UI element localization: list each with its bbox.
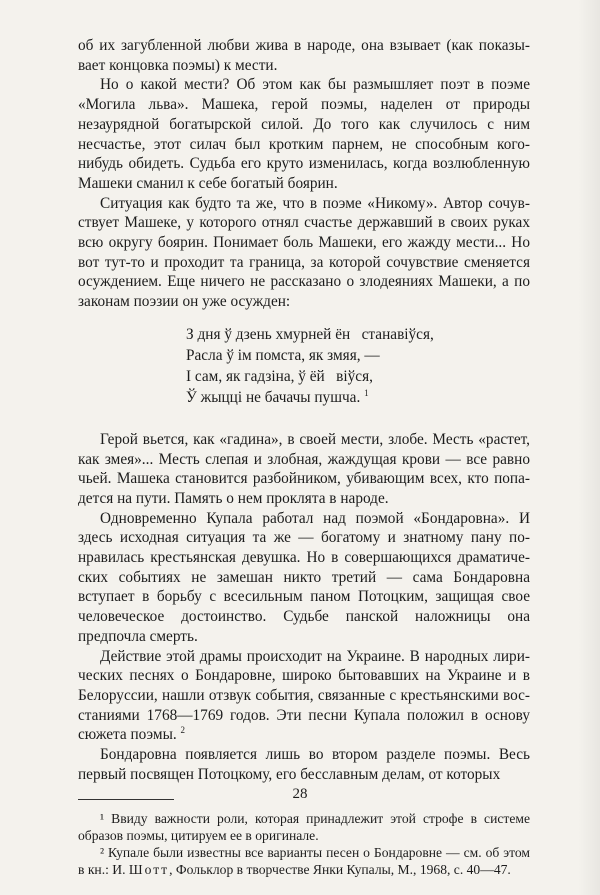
footnote-2-start: ² Купале были известны все варианты песен о Бондаровне — см. об этом в кн.: И. [78, 844, 530, 877]
paragraph-5: Одновременно Купала работал над поэмой «Бондаровна». И здесь исходная ситуация та же — богатому и знатному пану понравилась крестьянская девушка. Но в совершающихся драматических событиях не замешан никто третий — сама Бондаровна вступает в борьбу с всесильным паном Потоцким, защищая свое человеческое достоинство. Судьбе панской наложницы она предпочла смерть. [78, 509, 530, 645]
footnote-2-end: , Фольклор в творчестве Янки Купалы, М., 1968, с. 40—47. [169, 861, 511, 877]
paragraph-6 [78, 647, 530, 746]
page-edge-shadow [578, 0, 600, 895]
paragraph-7: Бондаровна появляется лишь во втором разделе поэмы. Весь первый посвящен Потоцкому, его бесславным делам, от которых [78, 746, 530, 783]
verse-quote [186, 324, 530, 408]
footnote-2 [78, 844, 530, 878]
text-column [78, 36, 530, 878]
verse-line-3: І сам, як гадзіна, ў ёй віўся, [186, 367, 373, 385]
footnote-ref-1: 1 [364, 387, 369, 398]
footnote-2-author: Шотт [128, 861, 170, 877]
footnote-ref-2: 2 [180, 725, 186, 736]
verse-line-2: Расла ў ім помста, як змяя, — [186, 346, 380, 364]
paragraph-3: Ситуация как будто та же, что в поэме «Никому». Автор сочувствует Машеке, у которого отнял счастье державший в своих руках всю округу боярин. Понимает боль Машеки, его жажду мести... Но вот тут-то и проходит та граница, за которой сочувствие сменяется осуждением. Еще ничего не рассказано о злодеяниях Машеки, а по законам поэзии он уже осужден: [78, 194, 530, 311]
verse-line-4-text: Ў жыцці не бачачы пушча. [186, 388, 361, 406]
page-number: 28 [292, 786, 308, 802]
verse-line-4 [186, 387, 530, 408]
paragraph-4: Герой вьется, как «гадина», в своей мести, злобе. Месть «растет, как змея»... Месть слепая и злобная, жаждущая крови — все равно чьей. Машека становится разбойником, убивающим всех, кто попадется на пути. Память о нем проклята в народе. [78, 430, 530, 507]
footnote-1: ¹ Ввиду важности роли, которая принадлежит этой строфе в системе образов поэмы, цитируем ее в оригинале. [78, 810, 530, 843]
paragraph-1: об их загубленной любви жива в народе, она взывает (как показывает концовка поэмы) к мести. [78, 37, 530, 74]
verse-line-1: З дня ў дзень хмурней ён станавіўся, [186, 325, 434, 343]
paragraph-6-text: Действие этой драмы происходит на Украине. В народных лирических песнях о Бондаровне, широко бытовавших на Украине и в Белоруссии, нашли отзвук события, связанные с крестьянскими восстаниями 1768—1769 годов. Эти песни Купала положил в основу сюжета поэмы. [78, 647, 530, 744]
paragraph-2: Но о какой мести? Об этом как бы размышляет поэт в поэме «Могила льва». Машека, герой поэмы, наделен от природы незаурядной богатырской силой. До того как случилось с ним несчастье, этот силач был кротким парнем, не способным кого-нибудь обидеть. Судьба его круто изменилась, когда возлюбленную Машеки сманил к себе богатый боярин. [78, 76, 530, 192]
